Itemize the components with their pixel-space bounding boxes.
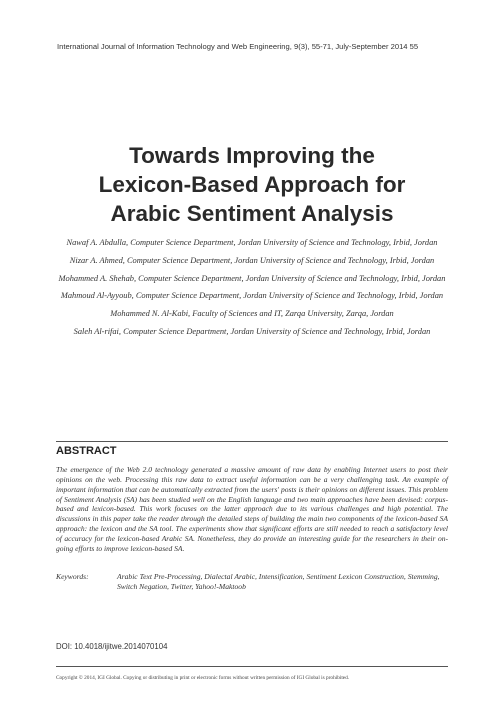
author-entry: Mahmoud Al-Ayyoub, Computer Science Department, Jordan University of Science and Technology, Irbid, Jordan bbox=[60, 291, 444, 301]
copyright-notice: Copyright © 2014, IGI Global. Copying or distributing in print or electronic forms without written permission of IGI Global is prohibited. bbox=[56, 675, 350, 681]
paper-title bbox=[40, 141, 464, 228]
footer-rule bbox=[56, 666, 448, 667]
title-line-1: Towards Improving the bbox=[129, 143, 375, 168]
author-entry: Mohammed A. Shehab, Computer Science Department, Jordan University of Science and Technology, Irbid, Jordan bbox=[58, 273, 446, 283]
title-line-3: Arabic Sentiment Analysis bbox=[110, 201, 394, 226]
author-entry: Mohammed N. Al-Kabi, Faculty of Sciences and IT, Zarqa University, Zarqa, Jordan bbox=[110, 309, 394, 319]
title-line-2: Lexicon-Based Approach for bbox=[98, 172, 406, 197]
abstract-heading: ABSTRACT bbox=[56, 445, 117, 457]
author-entry: Saleh Al-rifai, Computer Science Department, Jordan University of Science and Technology, Irbid, Jordan bbox=[73, 326, 431, 336]
abstract-text: The emergence of the Web 2.0 technology generated a massive amount of raw data by enabling Internet users to post their opinions on the web. Processing this raw data to extract useful information can be a very challenging task. An example of important information that can be automatically extracted from the users' posts is their opinions on different issues. This problem of Sentiment Analysis (SA) has been studied well on the English language and two main approaches have been devised: corpus-based and lexicon-based. This work focuses on the latter approach due to its various challenges and high potential. The discussions in this paper take the reader through the detailed steps of building the main two components of the lexicon-based SA approach: the lexicon and the SA tool. The experiments show that significant efforts are still needed to reach a satisfactory level of accuracy for the lexicon-based Arabic SA. Nonetheless, they do provide an interesting guide for the researchers in their on-going efforts to improve lexicon-based SA. bbox=[56, 465, 448, 553]
author-entry: Nawaf A. Abdulla, Computer Science Department, Jordan University of Science and Technology, Irbid, Jordan bbox=[66, 238, 438, 247]
keywords-text: Arabic Text Pre-Processing, Dialectal Arabic, Intensification, Sentiment Lexicon Construction, Stemming, Switch Negation, Twitter, Yahoo!-Maktoob bbox=[117, 572, 440, 592]
author-list bbox=[56, 238, 448, 345]
abstract-top-rule bbox=[56, 441, 448, 442]
doi: DOI: 10.4018/ijitwe.2014070104 bbox=[56, 642, 168, 651]
running-header: International Journal of Information Technology and Web Engineering, 9(3), 55-71, July-September 2014 55 bbox=[57, 42, 419, 51]
author-entry: Nizar A. Ahmed, Computer Science Department, Jordan University of Science and Technology, Irbid, Jordan bbox=[69, 255, 435, 265]
keywords-label: Keywords: bbox=[56, 572, 89, 581]
